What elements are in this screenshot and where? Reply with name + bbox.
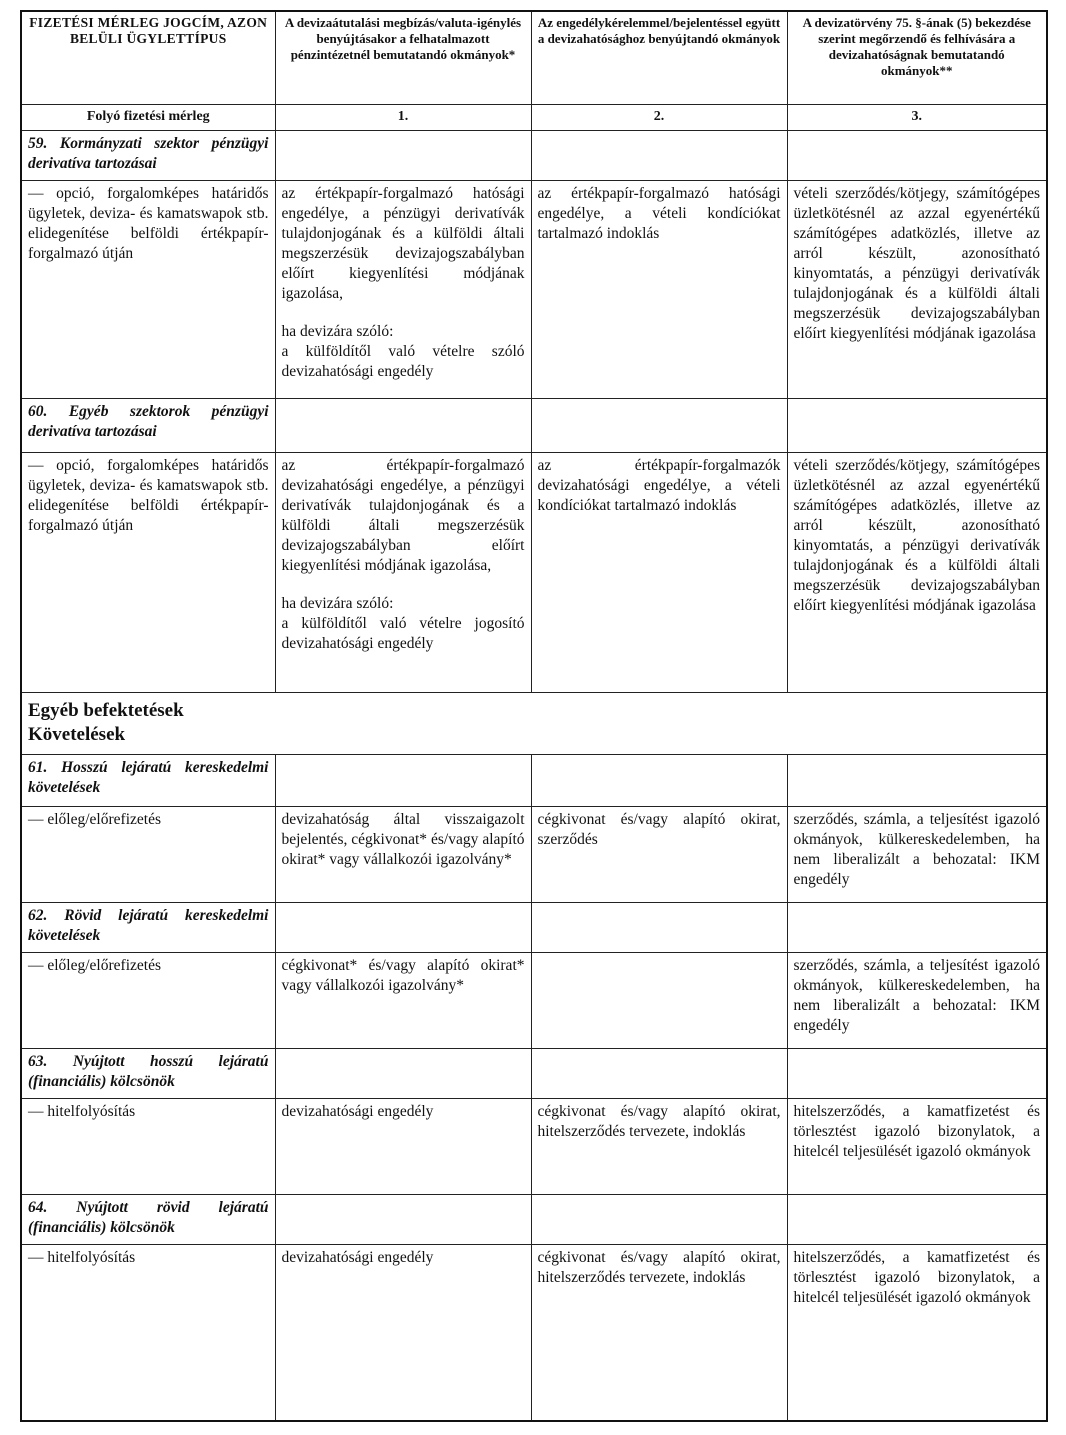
section-title: Egyéb befektetések [28,700,184,721]
spacer [282,576,525,594]
item-title: 63. Nyújtott hosszú lejáratú (financiális) kölcsönök [21,1048,275,1098]
empty-cell [275,398,531,452]
item-title: 64. Nyújtott rövid lejáratú (financiális) kölcsönök [21,1194,275,1244]
subheader-col-1: 1. [275,104,531,130]
retained-documents-cell: szerződés, számla, a teljesítést igazoló okmányok, külkereskedelemben, ha nem liberalizált a behozatal: IKM engedély [787,806,1047,902]
authority-documents-cell: cégkivonat és/vagy alapító okirat, szerződés [531,806,787,902]
subheader-current-account: Folyó fizetési mérleg [21,104,275,130]
empty-cell [275,1048,531,1098]
bank-documents-cell [275,452,531,692]
subheader-col-3: 3. [787,104,1047,130]
header-retained-documents: A devizatörvény 75. §-ának (5) bekezdése szerint megőrzendő és felhívására a devizahatóságnak bemutatandó okmányok** [787,11,1047,104]
authority-documents-cell: cégkivonat és/vagy alapító okirat, hitelszerződés tervezete, indoklás [531,1098,787,1194]
empty-cell [275,902,531,952]
table-subheader-row [21,104,1047,130]
item-title: 61. Hosszú lejáratú kereskedelmi követelések [21,754,275,806]
bank-documents-extra: a külföldítől való vételre szóló devizahatósági engedély [281,342,525,380]
bank-documents-cell: cégkivonat* és/vagy alapító okirat* vagy vállalkozói igazolvány* [275,952,531,1048]
authority-documents-cell [531,952,787,1048]
header-authority-documents: Az engedélykérelemmel/bejelentéssel együtt a devizahatósághoz benyújtandó okmányok [531,11,787,104]
bank-documents-text: az értékpapír-forgalmazó devizahatósági engedélye, a pénzügyi derivatívák tulajdonjogának és a külföldi általi megszerzésük devizajogszabályban előírt kiegyenlítési módjának igazolása, [281,456,525,574]
subheader-col-2: 2. [531,104,787,130]
item-title: 60. Egyéb szektorok pénzügyi derivatíva tartozásai [21,398,275,452]
retained-documents-cell: vételi szerződés/kötjegy, számítógépes üzletkötésnél az azzal egyenértékű számítógépes adatközlés, illetve az arról készült, azonosítható kinyomtatás, a pénzügyi derivatívák tulajdonjogának és a külföldi általi megszerzésük devizajogszabályban előírt kiegyenlítési módjának igazolása [787,452,1047,692]
empty-cell [531,398,787,452]
table-row [21,902,1047,952]
retained-documents-cell: szerződés, számla, a teljesítést igazoló okmányok, külkereskedelemben, ha nem liberalizált a behozatal: IKM engedély [787,952,1047,1048]
bank-documents-condition: ha devizára szóló: [281,594,394,612]
empty-cell [275,130,531,180]
empty-cell [531,1194,787,1244]
section-heading [21,692,1047,754]
table-row [21,130,1047,180]
bank-documents-extra: a külföldítől való vételre jogosító devizahatósági engedély [281,614,525,652]
bank-documents-cell: devizahatósági engedély [275,1098,531,1194]
empty-cell [787,130,1047,180]
empty-cell [787,902,1047,952]
retained-documents-cell: hitelszerződés, a kamatfizetést és törlesztést igazoló bizonylatok, a hitelcél teljesülését igazoló okmányok [787,1098,1047,1194]
transaction-type: — hitelfolyósítás [21,1098,275,1194]
spacer [282,304,525,322]
empty-cell [787,398,1047,452]
empty-cell [275,754,531,806]
table-row [21,754,1047,806]
empty-cell [787,1194,1047,1244]
empty-cell [787,754,1047,806]
transaction-type: — előleg/előrefizetés [21,952,275,1048]
authority-documents-cell: az értékpapír-forgalmazók devizahatósági engedélye, a vételi kondíciókat tartalmazó indoklás [531,452,787,692]
empty-cell [531,130,787,180]
table-row [21,806,1047,902]
authority-documents-cell: az értékpapír-forgalmazó hatósági engedélye, a vételi kondíciókat tartalmazó indoklás [531,180,787,398]
retained-documents-cell: hitelszerződés, a kamatfizetést és törlesztést igazoló bizonylatok, a hitelcél teljesülését igazoló okmányok [787,1244,1047,1421]
empty-cell [275,1194,531,1244]
header-bank-documents: A devizaátutalási megbízás/valuta-igénylés benyújtásakor a felhatalmazott pénzintézetnél bemutatandó okmányok* [275,11,531,104]
section-row [21,692,1047,754]
empty-cell [531,754,787,806]
item-title: 59. Kormányzati szektor pénzügyi derivatíva tartozásai [21,130,275,180]
bank-documents-text: az értékpapír-forgalmazó hatósági engedélye, a pénzügyi derivatívák tulajdonjogának és a külföldi általi megszerzésük devizajogszabályban előírt kiegyenlítési módjának igazolása, [281,184,525,302]
section-subtitle: Követelések [28,724,126,745]
bank-documents-cell: devizahatósági engedély [275,1244,531,1421]
empty-cell [787,1048,1047,1098]
table-row [21,180,1047,398]
table-row [21,1244,1047,1421]
transaction-type: — opció, forgalomképes határidős ügyletek, deviza- és kamatswapok stb. elidegenítése belföldi értékpapír-forgalmazó útján [21,452,275,692]
table-row [21,398,1047,452]
transaction-type: — opció, forgalomképes határidős ügyletek, deviza- és kamatswapok stb. elidegenítése belföldi értékpapír-forgalmazó útján [21,180,275,398]
retained-documents-cell: vételi szerződés/kötjegy, számítógépes üzletkötésnél az azzal egyenértékű számítógépes adatközlés, illetve az arról készült, azonosítható kinyomtatás, a pénzügyi derivatívák tulajdonjogának és a külföldi általi megszerzésük devizajogszabályban előírt kiegyenlítési módjának igazolása [787,180,1047,398]
table-row [21,1194,1047,1244]
table-row [21,452,1047,692]
transaction-type: — hitelfolyósítás [21,1244,275,1421]
bank-documents-cell: devizahatóság által visszaigazolt bejelentés, cégkivonat* és/vagy alapító okirat* vagy vállalkozói igazolvány* [275,806,531,902]
bank-documents-condition: ha devizára szóló: [281,322,394,340]
bank-documents-cell [275,180,531,398]
empty-cell [531,1048,787,1098]
header-transaction-type: FIZETÉSI MÉRLEG JOGCÍM, AZON BELÜLI ÜGYLETTÍPUS [21,11,275,104]
table-row [21,1098,1047,1194]
regulation-table [20,10,1048,1422]
item-title: 62. Rövid lejáratú kereskedelmi követelések [21,902,275,952]
table-header-row [21,11,1047,104]
document-page [20,10,1046,1422]
empty-cell [531,902,787,952]
authority-documents-cell: cégkivonat és/vagy alapító okirat, hitelszerződés tervezete, indoklás [531,1244,787,1421]
table-row [21,952,1047,1048]
transaction-type: — előleg/előrefizetés [21,806,275,902]
table-row [21,1048,1047,1098]
